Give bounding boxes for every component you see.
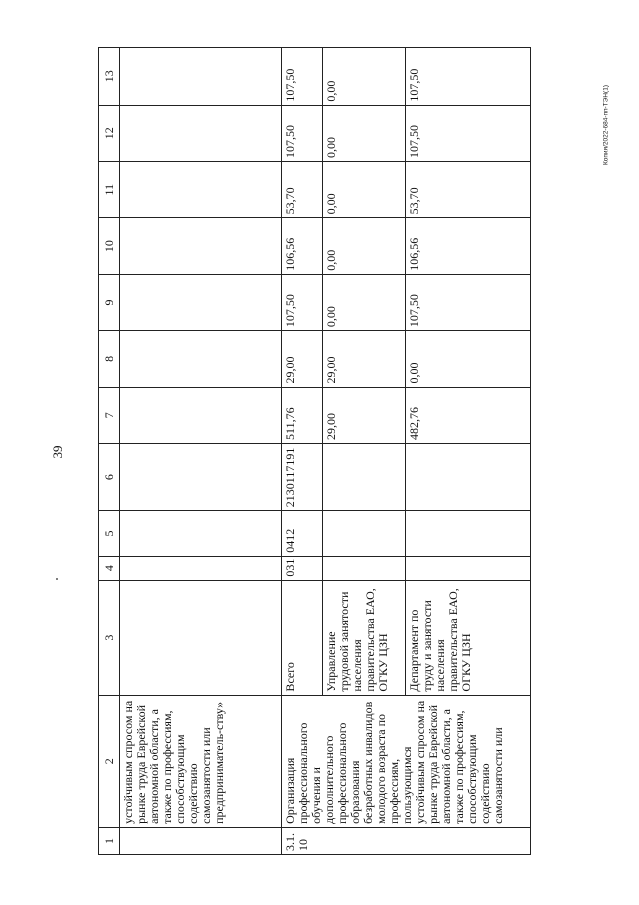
cell-col13: 0,00 (323, 48, 406, 106)
cell-col4 (323, 556, 406, 580)
header-cell-7: 7 (99, 387, 120, 443)
cell-col9: 0,00 (323, 274, 406, 330)
cell-empty (120, 580, 282, 695)
cell-col4: 031 (282, 556, 323, 580)
rotated-table-wrapper (98, 47, 529, 855)
cell-col12: 0,00 (323, 105, 406, 161)
executor-total: Всего (282, 580, 323, 695)
cell-col8: 29,00 (323, 331, 406, 387)
cell-col5: 0412 (282, 511, 323, 557)
cell-empty (120, 48, 282, 106)
cell-col8: 0,00 (406, 331, 531, 387)
cell-col11: 53,70 (282, 161, 323, 217)
cell-col5 (323, 511, 406, 557)
cell-col13: 107,50 (282, 48, 323, 106)
cell-empty (120, 443, 282, 510)
executor-department-1: Управление трудовой занятости населения правительства ЕАО, ОГКУ ЦЗН (323, 580, 406, 695)
header-cell-10: 10 (99, 218, 120, 274)
cell-col7: 29,00 (323, 387, 406, 443)
cell-col10: 106,56 (282, 218, 323, 274)
header-cell-13: 13 (99, 48, 120, 106)
executor-department-2: Департамент по труду и занятости населения правительства ЕАО, ОГКУ ЦЗН (406, 580, 531, 695)
cell-col7: 511,76 (282, 387, 323, 443)
header-cell-6: 6 (99, 443, 120, 510)
continued-description: устойчивым спросом на рынке труда Еврейской автономной области, а также по профессиям, способствующим содействию самозанятости или предприниматель-ству» (120, 695, 282, 827)
scan-speck (56, 578, 58, 580)
cell-empty (120, 274, 282, 330)
cell-col9: 107,50 (282, 274, 323, 330)
cell-empty (120, 161, 282, 217)
header-cell-5: 5 (99, 511, 120, 557)
cell-empty (120, 331, 282, 387)
cell-col5 (406, 511, 531, 557)
budget-table (98, 47, 531, 855)
cell-col6: 2130117191 (282, 443, 323, 510)
header-cell-12: 12 (99, 105, 120, 161)
header-cell-9: 9 (99, 274, 120, 330)
cell-col10: 0,00 (323, 218, 406, 274)
cell-empty (120, 827, 282, 854)
cell-col12: 107,50 (406, 105, 531, 161)
cell-col10: 106,56 (406, 218, 531, 274)
cell-empty (120, 218, 282, 274)
cell-empty (120, 105, 282, 161)
continuation-row (120, 48, 282, 855)
header-cell-3: 3 (99, 580, 120, 695)
cell-col11: 0,00 (323, 161, 406, 217)
document-code: Копия/2022-684-пп-ТЭН(1) (602, 85, 610, 165)
header-cell-2: 2 (99, 695, 120, 827)
cell-col13: 107,50 (406, 48, 531, 106)
item-number: 3.1.10 (282, 827, 531, 854)
header-cell-4: 4 (99, 556, 120, 580)
cell-col11: 53,70 (406, 161, 531, 217)
cell-empty (120, 387, 282, 443)
cell-col9: 107,50 (406, 274, 531, 330)
cell-empty (120, 511, 282, 557)
page-number: 39 (50, 445, 65, 459)
cell-col7: 482,76 (406, 387, 531, 443)
cell-col12: 107,50 (282, 105, 323, 161)
header-cell-11: 11 (99, 161, 120, 217)
cell-empty (120, 556, 282, 580)
header-cell-1: 1 (99, 827, 120, 854)
cell-col4 (406, 556, 531, 580)
cell-col6 (406, 443, 531, 510)
cell-col8: 29,00 (282, 331, 323, 387)
header-row (99, 48, 120, 855)
table-row-total (282, 48, 323, 855)
item-description: Организация профессионального обучения и дополнительного профессионального образования безработных инвалидов молодого возраста по профессиям, пользующимся устойчивым спросом на рынке труда Еврейской автономной области, а также по профессиям, способствующим содействию самозанятости или (282, 695, 531, 827)
cell-col6 (323, 443, 406, 510)
header-cell-8: 8 (99, 331, 120, 387)
